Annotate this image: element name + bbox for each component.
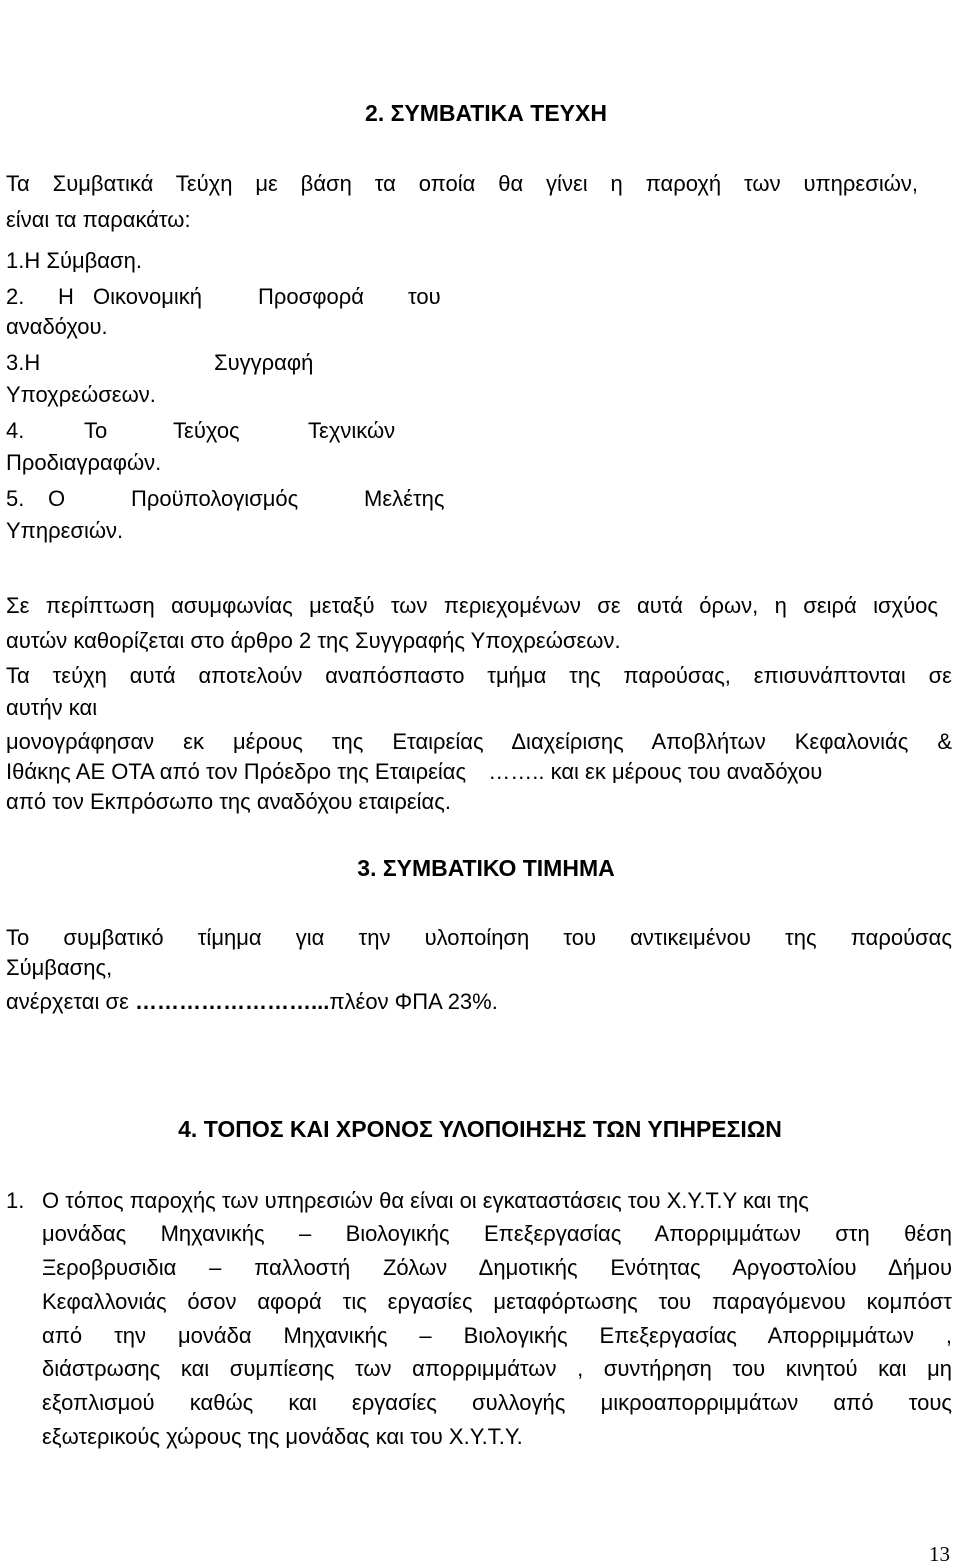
location-line-6: διάστρωσης και συμπίεσης των απορριμμάτων , συντήρηση του κινητού και μη xyxy=(42,1356,952,1381)
signed-line-3: από τον Εκπρόσωπο της αναδόχου εταιρείας. xyxy=(6,789,451,814)
location-line-8: εξωτερικούς χώρους της μονάδας και του Χ.Υ.Τ.Υ. xyxy=(42,1424,523,1449)
list-item-2-word-b: Οικονομική xyxy=(93,284,203,309)
integral-line-1: Τα τεύχη αυτά αποτελούν αναπόσπαστο τμήμα της παρούσας, επισυνάπτονται σε xyxy=(6,663,952,688)
list-item-5-num: 5. xyxy=(6,486,25,511)
list-item-5-cont: Υπηρεσιών. xyxy=(6,518,124,543)
page-number: 13 xyxy=(929,1542,950,1566)
conflict-line-1: Σε περίπτωση ασυμφωνίας μεταξύ των περιεχομένων σε αυτά όρων, η σειρά ισχύος xyxy=(6,593,938,618)
price-line-2: Σύμβασης, xyxy=(6,955,113,980)
list-item-3-word: Συγγραφή xyxy=(214,350,314,375)
location-line-4: Κεφαλλονιάς όσον αφορά τις εργασίες μεταφόρτωσης του παραγόμενου κομπόστ xyxy=(42,1289,952,1314)
location-line-3: Ξεροβρυσιδια – παλλοστή Ζόλων Δημοτικής Ενότητας Αργοστολίου Δήμου xyxy=(42,1255,952,1280)
intro-line-2: είναι τα παρακάτω: xyxy=(6,207,191,232)
list-item-5-word-b: Προϋπολογισμός xyxy=(131,486,299,511)
section-4-heading: 4. ΤΟΠΟΣ ΚΑΙ ΧΡΟΝΟΣ ΥΛΟΠΟΙΗΣΗΣ ΤΩΝ ΥΠΗΡΕΣΙΩΝ xyxy=(178,1116,782,1142)
section-2-heading: 2. ΣΥΜΒΑΤΙΚΑ ΤΕΥΧΗ xyxy=(365,100,607,126)
price-line-3-text-a: ανέρχεται σε xyxy=(6,989,135,1014)
location-line-7: εξοπλισμού καθώς και εργασίες συλλογής μικροαπορριμμάτων από τους xyxy=(42,1390,952,1415)
signed-line-2 xyxy=(6,761,822,783)
signed-line-2-text-a: Ιθάκης ΑΕ ΟΤΑ από τον Πρόεδρο της Εταιρείας xyxy=(6,759,467,784)
list-item-4-word-a: Το xyxy=(84,418,108,443)
price-line-1: Το συμβατικό τίμημα για την υλοποίηση του αντικειμένου της παρούσας xyxy=(6,925,952,950)
list-item-2-word-d: του xyxy=(408,284,441,309)
list-item-2-word-c: Προσφορά xyxy=(258,284,364,309)
section-3-heading: 3. ΣΥΜΒΑΤΙΚΟ ΤΙΜΗΜΑ xyxy=(357,855,615,881)
price-line-3 xyxy=(6,991,498,1013)
list-item-2-num: 2. xyxy=(6,284,25,309)
location-line-5: από την μονάδα Μηχανικής – Βιολογικής Επεξεργασίας Απορριμμάτων , xyxy=(42,1323,952,1348)
location-line-2: μονάδας Μηχανικής – Βιολογικής Επεξεργασίας Απορριμμάτων στη θέση xyxy=(42,1221,952,1246)
integral-line-2: αυτήν και xyxy=(6,695,98,720)
list-item-5-word-c: Μελέτης xyxy=(364,486,445,511)
price-line-3-dots: ……………………... xyxy=(135,989,330,1014)
price-line-3-text-b: πλέον ΦΠΑ 23%. xyxy=(329,989,498,1014)
item-number-1: 1. xyxy=(6,1188,25,1213)
list-item-4-num: 4. xyxy=(6,418,25,443)
signed-line-2-dots: …….. xyxy=(488,759,545,784)
list-item-4-cont: Προδιαγραφών. xyxy=(6,450,162,475)
list-item-5-word-a: Ο xyxy=(48,486,66,511)
conflict-line-2: αυτών καθορίζεται στο άρθρο 2 της Συγγραφής Υποχρεώσεων. xyxy=(6,628,621,653)
signed-line-1: μονογράφησαν εκ μέρους της Εταιρείας Διαχείρισης Αποβλήτων Κεφαλονιάς & xyxy=(6,729,952,754)
signed-line-2-text-b: και εκ μέρους του αναδόχου xyxy=(544,759,823,784)
list-item-2-word-a: Η xyxy=(58,284,74,309)
list-item-4-word-b: Τεύχος xyxy=(173,418,240,443)
intro-line-1: Τα Συμβατικά Τεύχη με βάση τα οποία θα γίνει η παροχή των υπηρεσιών, xyxy=(6,171,918,196)
list-item-4-word-c: Τεχνικών xyxy=(308,418,396,443)
list-item-3-num: 3.Η xyxy=(6,350,41,375)
list-item-3-cont: Υποχρεώσεων. xyxy=(6,382,156,407)
list-item-2-cont: αναδόχου. xyxy=(6,314,108,339)
list-item-1: 1.Η Σύμβαση. xyxy=(6,248,142,273)
location-line-1: Ο τόπος παροχής των υπηρεσιών θα είναι οι εγκαταστάσεις του Χ.Υ.Τ.Υ και της xyxy=(42,1188,809,1213)
